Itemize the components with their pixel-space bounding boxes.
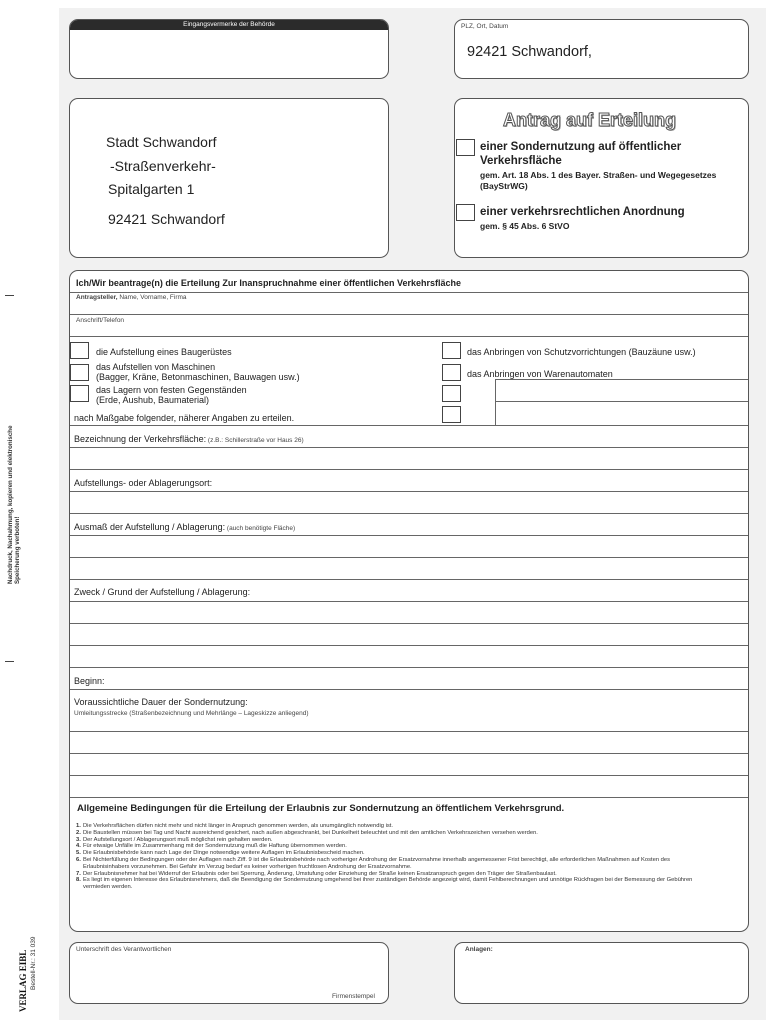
detour-label: Umleitungsstrecke (Straßenbezeichnung und Mehrlänge – Lageskizze anliegend) — [74, 710, 309, 717]
signature-label: Unterschrift des Verantwortlichen — [76, 946, 172, 953]
receipt-notes-box — [69, 19, 389, 79]
storage-label: das Lagern von festen Gegenständen (Erde, Aushub, Baumaterial) — [96, 385, 247, 405]
protective-devices-checkbox[interactable] — [442, 342, 461, 359]
form-heading: Ich/Wir beantrage(n) die Erteilung Zur Inanspruchnahme einer öffentlichen Verkehrsfläche — [76, 278, 462, 288]
machines-checkbox[interactable] — [70, 364, 89, 381]
address-line-4: 92421 Schwandorf — [108, 211, 225, 227]
receipt-notes-header: Eingangsvermerke der Behörde — [70, 20, 388, 30]
copyright-notice: Nachdruck, Nachahmung, kopieren und elektronische Speicherung verboten! — [7, 425, 21, 584]
machines-label: das Aufstellen von Maschinen (Bagger, Kräne, Betonmaschinen, Bauwagen usw.) — [96, 362, 300, 382]
address-phone-label: Anschrift/Telefon — [76, 317, 125, 324]
option-traffic-order-checkbox[interactable] — [456, 204, 475, 221]
place-date-label: PLZ, Ort, Datum — [461, 23, 509, 30]
option-traffic-order-title: einer verkehrsrechtlichen Anordnung — [480, 206, 685, 218]
condition-item: 1. Die Verkehrsflächen dürfen nicht mehr und nicht länger in Anspruch genommen werden, als unumgänglich notwendig ist. — [76, 823, 393, 829]
condition-item: 6. Bei Nichterfüllung der Bedingungen oder der Auflagen nach Ziff. 9 ist die Erlaubnisbehörde nach vorheriger Androhung der Ersatzvornahme innerhalb angemessener Frist berechtigt, alle erforderlichen Maßnahmen auf Kosten des Erlaubnisinhabers vorzunehmen. Bei Gefahr im Verzug bedarf es keiner vorherigen fruchtlosen Androhung der Ersatzvornahme. — [76, 856, 671, 870]
application-type-box — [454, 98, 749, 258]
application-title: Antrag auf Erteilung — [503, 110, 677, 130]
condition-item: 2. Die Baustellen müssen bei Tag und Nacht ausreichend gesichert, nach außen abgeschrankt, bei Dunkelheit beleuchtet und mit den amtlichen Verkehrszeichen versehen werden. — [76, 829, 538, 836]
attachments-box[interactable] — [454, 942, 749, 1004]
conditions-list — [76, 823, 716, 891]
place-date-value: 92421 Schwandorf, — [467, 44, 592, 60]
fold-mark-bottom — [5, 661, 14, 662]
storage-checkbox[interactable] — [70, 385, 89, 402]
order-number: Bestell-Nr.: 31 039 — [30, 936, 37, 990]
place-label: Aufstellungs- oder Ablagerungsort: — [74, 478, 213, 488]
scaffold-label: die Aufstellung eines Baugerüstes — [96, 347, 232, 357]
condition-item: 5. Die Erlaubnisbehörde kann nach Lage der Dinge notwendige weitere Auflagen im Erlaubnisbescheid machen. — [76, 850, 365, 857]
duration-label: Voraussichtliche Dauer der Sondernutzung: — [74, 697, 248, 707]
option-special-use-checkbox[interactable] — [456, 139, 475, 156]
attachments-label: Anlagen: — [465, 946, 493, 953]
other-checkbox-2[interactable] — [442, 406, 461, 423]
fold-mark-top — [5, 295, 14, 296]
option-traffic-order-sub: gem. § 45 Abs. 6 StVO — [480, 221, 570, 231]
start-label: Beginn: — [74, 676, 105, 686]
place-date-box[interactable] — [454, 19, 749, 79]
protective-devices-label: das Anbringen von Schutzvorrichtungen (Bauzäune usw.) — [467, 347, 696, 357]
address-line-3: Spitalgarten 1 — [108, 181, 195, 197]
vending-machines-label: das Anbringen von Warenautomaten — [467, 369, 613, 379]
publisher-logo: VERLAG EIBL — [18, 949, 28, 1012]
recipient-address-box — [69, 98, 389, 258]
condition-item: 4. Für etwaige Unfälle im Zusammenhang mit der Sondernutzung muß die Haftung übernommen werden. — [76, 843, 347, 850]
proviso-text: nach Maßgabe folgender, näherer Angaben zu erteilen. — [74, 413, 295, 423]
form-page — [59, 8, 766, 1020]
other-checkbox-1[interactable] — [442, 385, 461, 402]
condition-item: 3. Der Aufstellungsort / Ablagerungsort muß möglichst rein gehalten werden. — [76, 836, 273, 843]
application-form — [69, 270, 749, 932]
extent-label: Ausmaß der Aufstellung / Ablagerung: (auch benötigte Fläche) — [74, 522, 296, 532]
signature-box[interactable] — [69, 942, 389, 1004]
address-line-2: -Straßenverkehr- — [110, 158, 216, 174]
condition-item: 7. Der Erlaubnisnehmer hat bei Widerruf der Erlaubnis oder bei Sperrung, Änderung, Umstufung oder Einziehung der Straße keinen Ersatzanspruch gegen den Träger der Straßenbaulast. — [76, 870, 557, 877]
option-special-use-sub: gem. Art. 18 Abs. 1 des Bayer. Straßen- und Wegegesetzes (BayStrWG) — [480, 170, 717, 191]
conditions-heading: Allgemeine Bedingungen für die Erteilung der Erlaubnis zur Sondernutzung an öffentlichem Verkehrsgrund. — [77, 803, 565, 814]
address-line-1: Stadt Schwandorf — [106, 134, 217, 150]
vending-machines-checkbox[interactable] — [442, 364, 461, 381]
purpose-label: Zweck / Grund der Aufstellung / Ablagerung: — [74, 587, 251, 597]
other-input-1[interactable] — [496, 380, 748, 400]
scaffold-checkbox[interactable] — [70, 342, 89, 359]
other-input-2[interactable] — [496, 402, 748, 424]
condition-item: 8. Es liegt im eigenen Interesse des Erlaubnisnehmers, daß die Beendigung der Sondernutzung umgehend bei ihrer zuständigen Behörde angezeigt wird, damit Fehlberechnungen und unnötige Rückfragen bei der Bemessung der Gebühren vermieden werden. — [76, 877, 693, 891]
company-stamp-label: Firmenstempel — [332, 993, 375, 1000]
applicant-label: Antragsteller, Name, Vorname, Firma — [76, 294, 187, 301]
option-special-use-title: einer Sondernutzung auf öffentlicher Verkehrsfläche — [480, 141, 682, 167]
area-label: Bezeichnung der Verkehrsfläche: (z.B.: Schillerstraße vor Haus 26) — [74, 434, 304, 444]
